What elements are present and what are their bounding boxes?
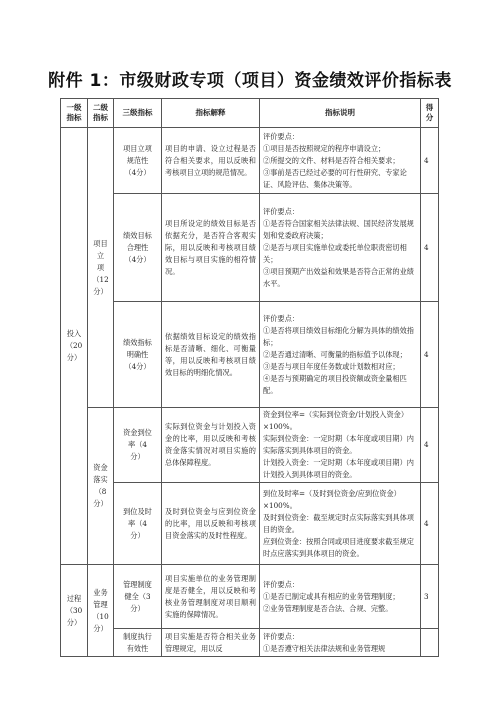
- level3-cell: 到位及时 率（4 分）: [114, 483, 162, 565]
- explain-cell: 依据绩效目标设定的绩效指标是否清晰、细化、可衡量等，用以反映和考核项目绩效目标的明细化情况。: [162, 302, 260, 408]
- score-cell: 4: [421, 128, 439, 194]
- table-row: [61, 194, 439, 302]
- explain-cell: 实际到位资金与计划投入资金的比率，用以反映和考核资金落实情况对项目实施的总体保障程度。: [162, 408, 260, 483]
- level2-project-setup: 项目立 项 （12 分）: [88, 128, 114, 408]
- level3-cell: 绩效指标 明确性 （4分）: [114, 302, 162, 408]
- level2-fund-arrival: 资金 落实 （8 分）: [88, 408, 114, 565]
- level3-cell: 管理制度 健全（3 分）: [114, 565, 162, 629]
- explain-cell: 项目实施是否符合相关业务管理规定，用以反: [162, 629, 260, 657]
- explain-cell: 项目的申请、设立过程是否符合相关要求，用以反映和考核项目立项的规范情况。: [162, 128, 260, 194]
- desc-cell: 评价要点： ①是否已制定或具有相应的业务管理制度； ②业务管理制度是否合法、合规、完整。: [260, 565, 421, 629]
- header-score: 得 分: [421, 99, 439, 128]
- header-explain: 指标解释: [162, 99, 260, 128]
- header-desc: 指标说明: [260, 99, 421, 128]
- level1-input: 投入 （20 分）: [61, 128, 88, 565]
- level1-process: 过程 （30 分）: [61, 565, 88, 657]
- evaluation-indicator-table: [60, 98, 439, 657]
- explain-cell: 项目所设定的绩效目标是否依据充分，是否符合客观实际，用以反映和考核项目绩效目标与项目实施的相符情况。: [162, 194, 260, 302]
- header-level1: 一级 指标: [61, 99, 88, 128]
- table-row: [61, 128, 439, 194]
- table-row: [61, 565, 439, 629]
- explain-cell: 及时到位资金与应到位资金的比率，用以反映和考核项目资金落实的及时性程度。: [162, 483, 260, 565]
- header-level2: 二级 指标: [88, 99, 114, 128]
- header-level3: 三级指标: [114, 99, 162, 128]
- table-header-row: [61, 99, 439, 128]
- table-row: [61, 629, 439, 657]
- score-cell: [421, 629, 439, 657]
- score-cell: 4: [421, 194, 439, 302]
- desc-cell: 到位及时率=（及时到位资金/应到位资金）×100%。 及时到位资金：截至规定时点实际落实到具体项目的资金。 应到位资金：按照合同或项目进度要求截至规定时点应落实到具体项目的资金。: [260, 483, 421, 565]
- table-row: [61, 408, 439, 483]
- document-title: 附件 1：市级财政专项（项目）资金绩效评价指标表: [48, 71, 452, 91]
- score-cell: 4: [421, 483, 439, 565]
- desc-cell: 资金到位率=（实际到位资金/计划投入资金）×100%。 实际到位资金：一定时期（本年度或项目期）内实际落实到具体项目的资金。 计划投入资金：一定时期（本年度或项目期）内计划投入到具体项目的资金。: [260, 408, 421, 483]
- level3-cell: 资金到位 率（4 分）: [114, 408, 162, 483]
- desc-cell: 评价要点： ①是否遵守相关法律法规和业务管理规: [260, 629, 421, 657]
- explain-cell: 项目实施单位的业务管理制度是否健全，用以反映和考核业务管理制度对项目顺利实施的保障情况。: [162, 565, 260, 629]
- score-cell: 3: [421, 565, 439, 629]
- desc-cell: 评价要点： ①是否符合国家相关法律法规、国民经济发展规划和党委政府决策； ②是否与项目实施单位或委托单位职责密切相关； ③项目预期产出效益和效果是否符合正常的业绩水平。: [260, 194, 421, 302]
- desc-cell: 评价要点： ①项目是否按照规定的程序申请设立； ②所提交的文件、材料是否符合相关要求； ③事前是否已经过必要的可行性研究、专家论证、风险评估、集体决策等。: [260, 128, 421, 194]
- level2-business-mgmt: 业务 管理 （10 分）: [88, 565, 114, 657]
- desc-cell: 评价要点： ①是否将项目绩效目标细化分解为具体的绩效指标； ②是否通过清晰、可衡量的指标值予以体现； ③是否与项目年度任务数或计划数相对应； ④是否与预期确定的项目投资额或资金量相匹配。: [260, 302, 421, 408]
- table-row: [61, 302, 439, 408]
- level3-cell: 制度执行 有效性: [114, 629, 162, 657]
- level3-cell: 绩效目标 合理性 （4分）: [114, 194, 162, 302]
- table-row: [61, 483, 439, 565]
- level3-cell: 项目立项 规范性 （4分）: [114, 128, 162, 194]
- score-cell: 4: [421, 302, 439, 408]
- score-cell: 4: [421, 408, 439, 483]
